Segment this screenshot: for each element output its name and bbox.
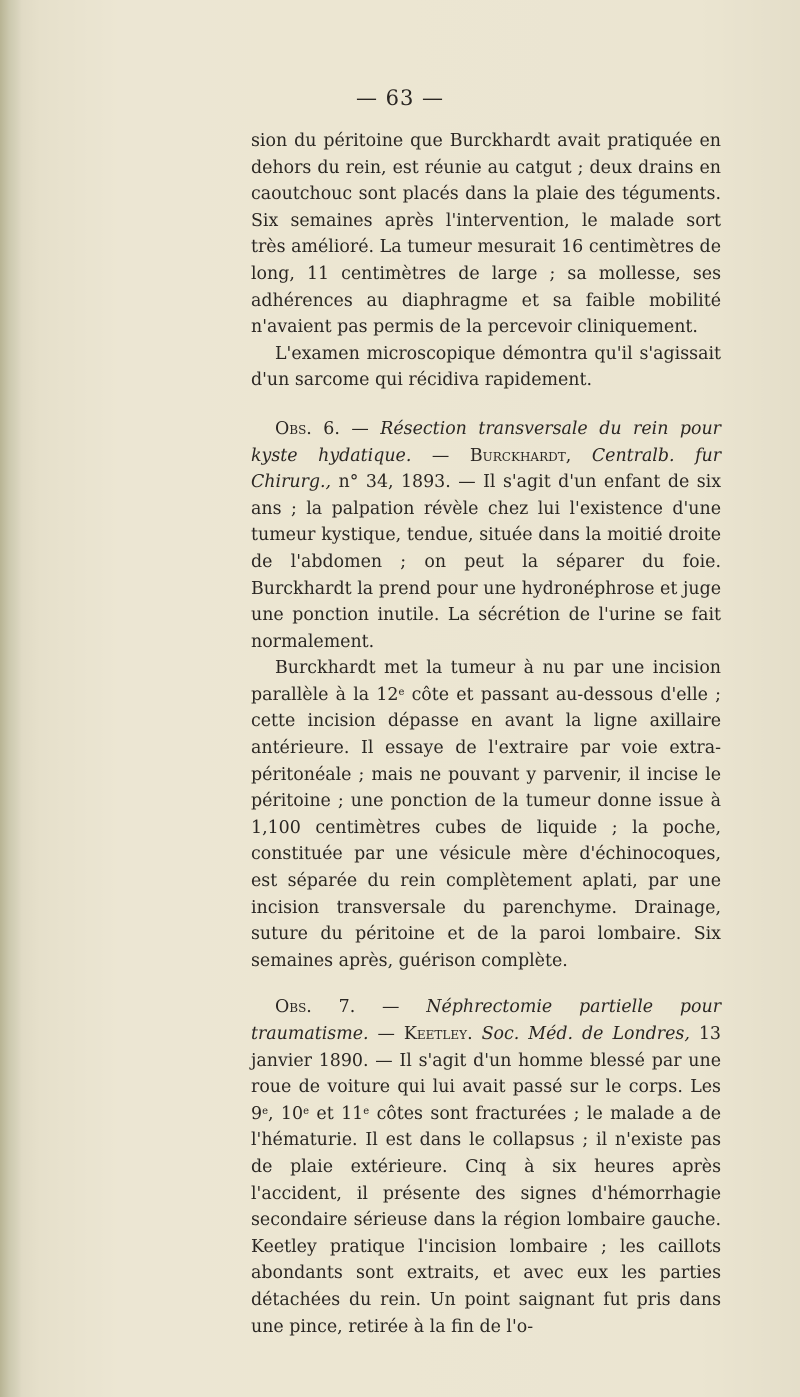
paragraph: L'examen microscopique démontra qu'il s'agissait d'un sarcome qui récidiva rapidement. [251, 343, 721, 391]
dash: — [351, 418, 369, 439]
paragraph [251, 655, 721, 974]
obs-text: 13 janvier 1890. — Il s'agit d'un homme blessé par une roue de voiture qui lui avait passé sur le corps. Les 9 [251, 1024, 721, 1124]
obs-title: Résection transversale du rein pour kyste hydatique. [251, 418, 721, 466]
obs-label: Obs. 6. [275, 418, 340, 439]
dash: — [377, 1024, 395, 1044]
superscript: e [303, 1105, 309, 1117]
paragraph: sion du péritoine que Burckhardt avait pratiquée en dehors du rein, est réunie au catgut ; deux drains en caoutchouc sont placés dans la plaie des téguments. Six semaines après l'intervention, le malade sort très amélioré. La tumeur mesurait 16 centimètres de long, 11 centimètres de large ; sa mollesse, ses adhérences au diaphragme et sa faible mobilité n'avaient pas permis de la percevoir cliniquement. [251, 131, 721, 338]
obs-text: n° 34, 1893. — Il s'agit d'un enfant de six ans ; la palpation révèle chez lui l'existence d'une tumeur kystique, tendue, située dans la moitié droite de l'abdomen ; on peut la séparer du foie. Burckhardt la prend pour une hydronéphrose et juge une ponction inutile. La sécrétion de l'urine se fait normalement. [251, 472, 722, 652]
obs-author: Burckhardt, [469, 445, 572, 466]
obs-label: Obs. 7. [275, 997, 356, 1018]
page-spine-shadow [0, 0, 22, 1397]
observation-6 [251, 416, 721, 655]
obs-text: et 11 [309, 1103, 364, 1124]
dash: — [382, 997, 400, 1018]
obs-text: , 10 [268, 1103, 304, 1124]
paragraph-text: côte et passant au-dessous d'elle ; cette incision dépasse en avant la ligne axillaire antérieure. Il essaye de l'extraire par voie extra-péritonéale ; mais ne pouvant y parvenir, il incise le péritoine ; une ponction de la tumeur donne issue à 1,100 centimètres cubes de liquide ; la poche, constituée par une vésicule mère d'échinocoques, est séparée du rein complètement aplati, par une incision transversale du parenchyme. Drainage, suture du péritoine et de la paroi lombaire. Six semaines après, guérison complète. [251, 684, 721, 971]
obs-text: côtes sont fracturées ; le malade a de l'hématurie. Il est dans le collapsus ; il n'existe pas de plaie extérieure. Cinq à six heures après l'accident, il présente des signes d'hémorrhagie secondaire sérieuse dans la région lombaire gauche. Keetley pratique l'incision lombaire ; les caillots abondants sont extraits, et avec eux les parties détachées du rein. Un point saignant fut pris dans une pince, retirée à la fin de l'o- [251, 1103, 722, 1337]
obs-journal: Soc. Méd. de Londres, [481, 1024, 690, 1044]
dash: — [431, 445, 450, 466]
superscript: e [262, 1105, 268, 1117]
paragraph-text: Burckhardt met la tumeur à nu par une incision parallèle à la 12 [251, 658, 721, 705]
page-number: — 63 — [355, 86, 445, 110]
superscript: e [363, 1105, 370, 1117]
obs-journal: Centralb. fur Chirurg., [251, 445, 722, 493]
obs-title: Néphrectomie partielle pour traumatisme. [251, 997, 722, 1044]
observation-7 [251, 994, 721, 1340]
superscript: e [398, 686, 405, 698]
body-text [251, 128, 721, 1340]
obs-author: Keetley. [403, 1024, 473, 1044]
